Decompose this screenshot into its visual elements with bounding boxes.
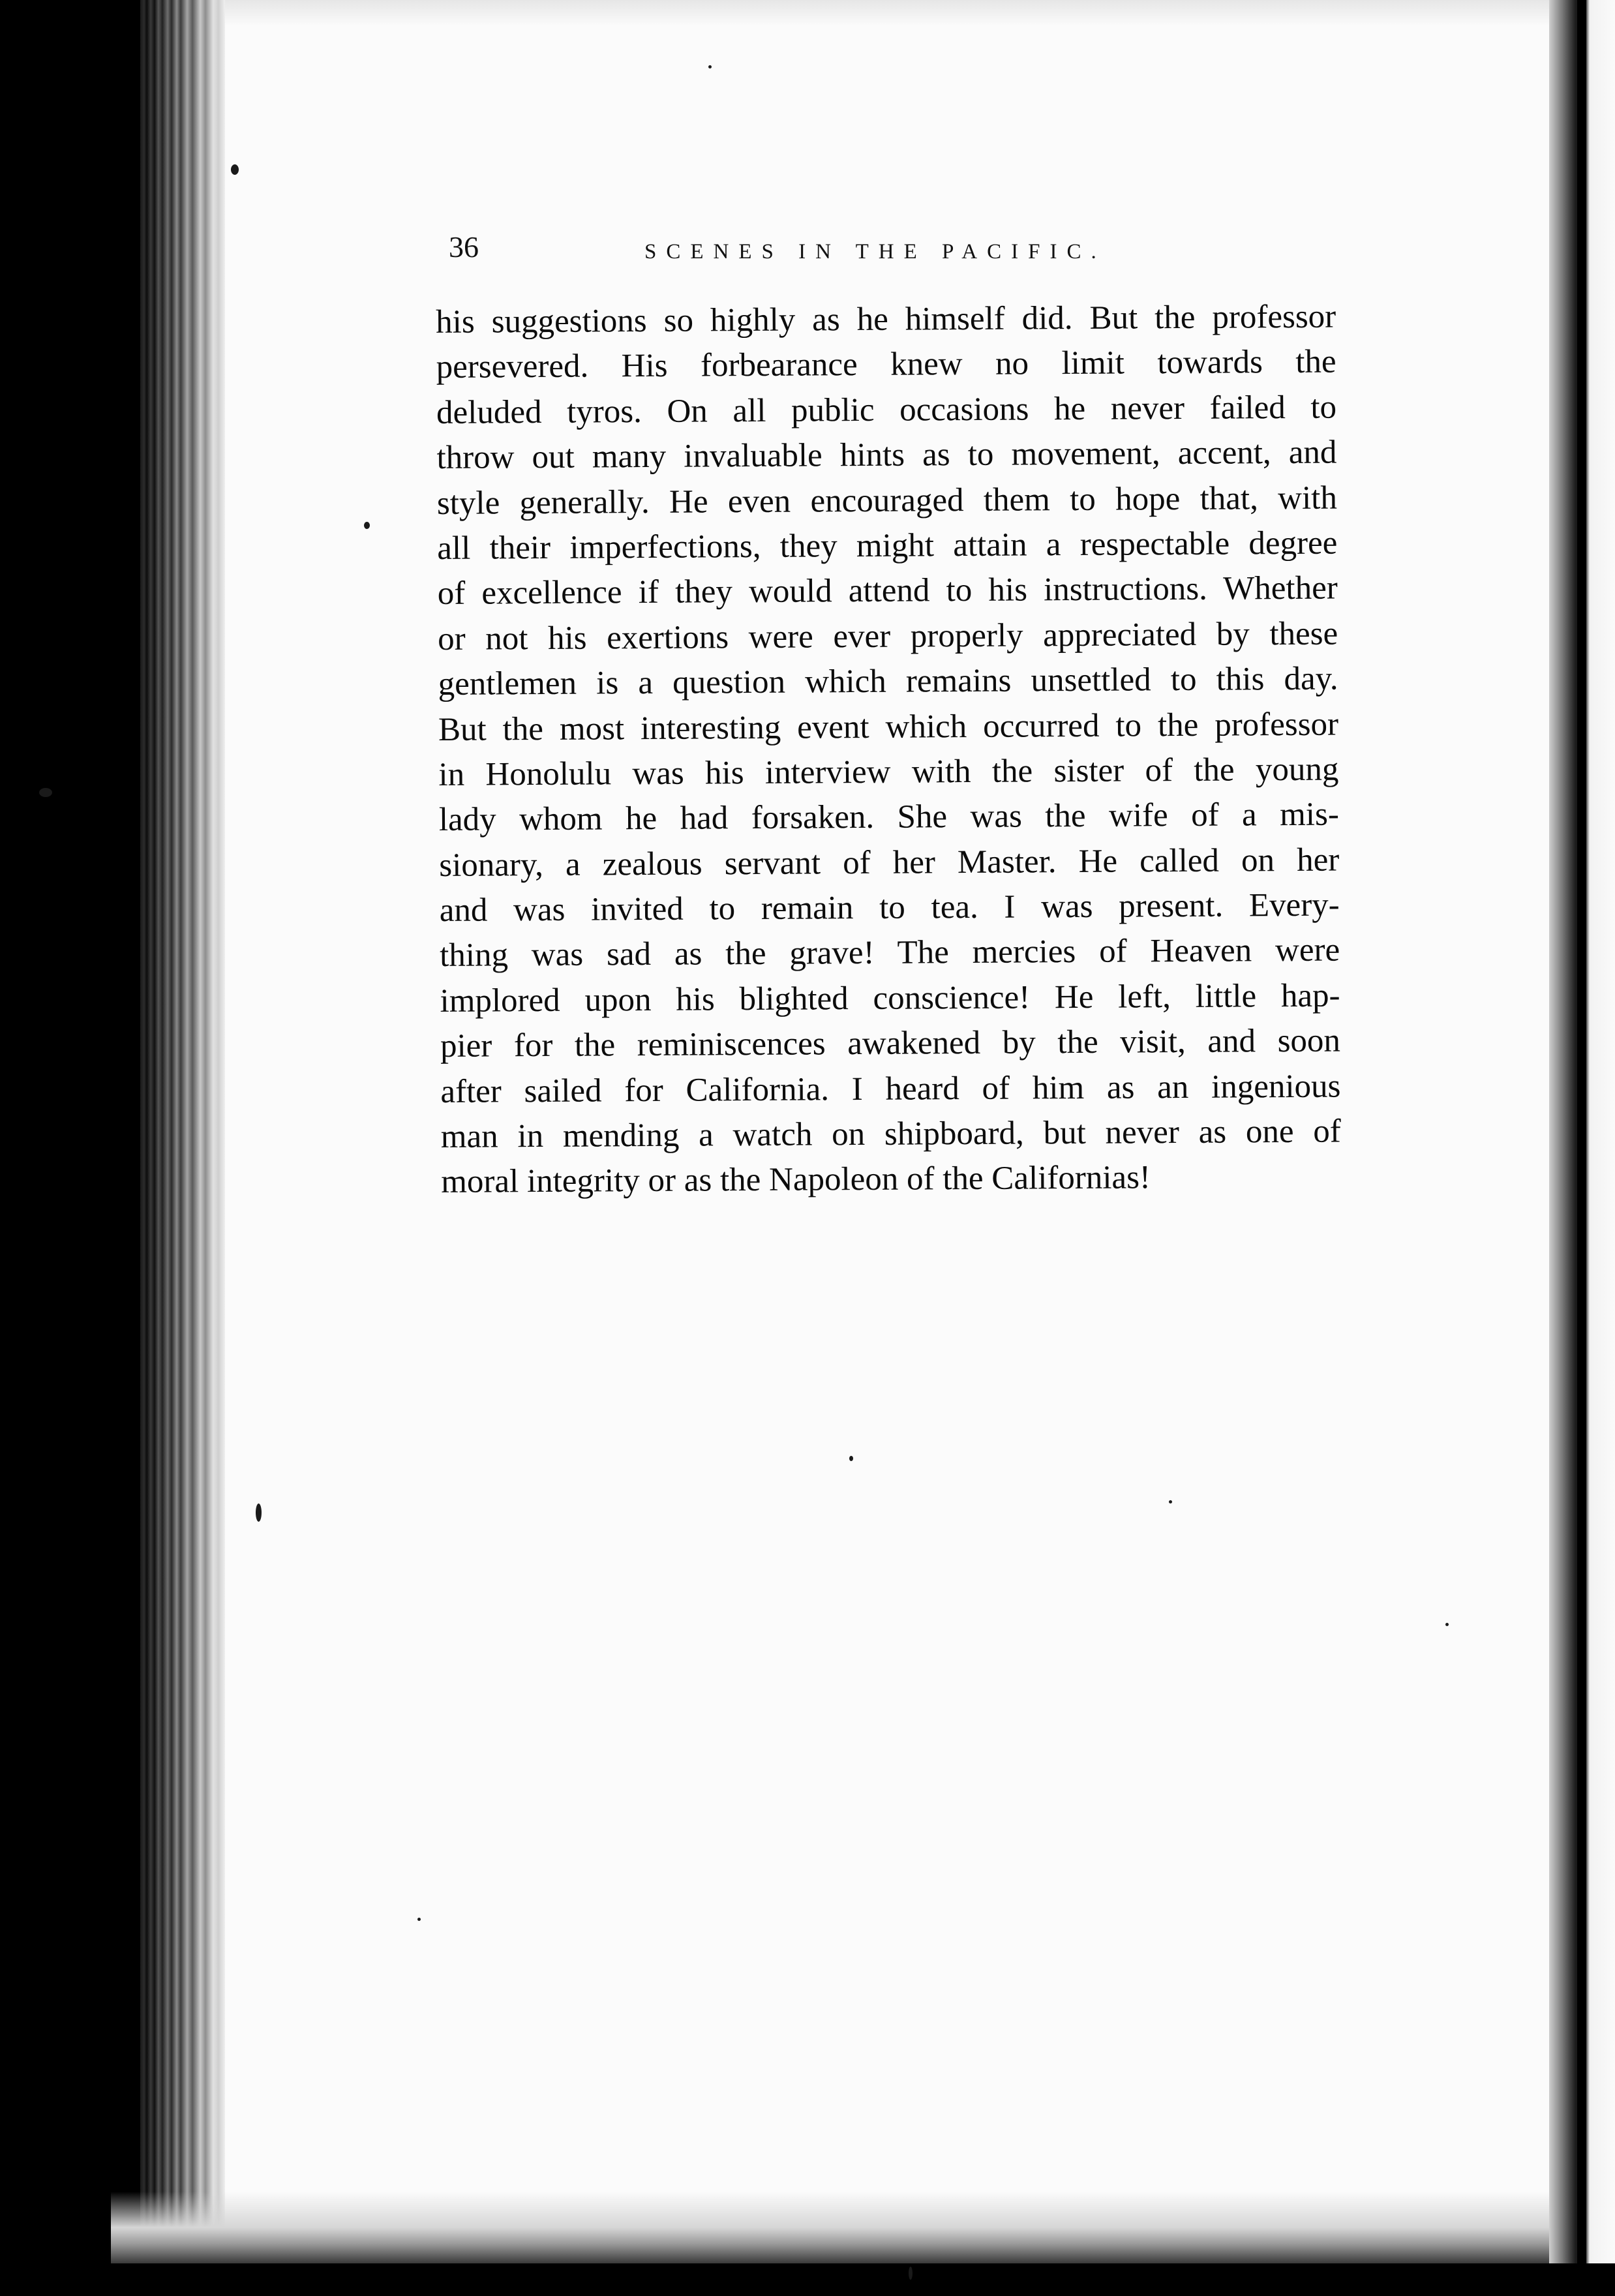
text-line: man in mending a watch on shipboard, but never as one of — [440, 1113, 1341, 1156]
text-line: pier for the reminiscences awakened by the visit, and soon — [440, 1022, 1341, 1065]
text-line: after sailed for California. I heard of him as an ingenious — [440, 1068, 1341, 1110]
text-line: and was invited to remain to tea. I was present. Every- — [439, 886, 1340, 929]
text-line: or not his exertions were ever properly appreciated by these — [438, 615, 1338, 657]
ink-speck — [1445, 1623, 1449, 1626]
page-top-shadow — [225, 0, 1549, 26]
ink-speck — [256, 1503, 262, 1522]
text-line: style generally. He even encouraged them to hope that, with — [436, 479, 1338, 522]
text-line: lady whom he had forsaken. She was the wife of a mis- — [438, 796, 1340, 839]
text-line: all their imperfections, they might attain a respectable degree — [437, 524, 1338, 567]
text-line: persevered. His forbearance knew no limit towards the — [436, 343, 1336, 386]
ink-speck — [909, 2267, 913, 2280]
gutter-shadow — [1577, 0, 1586, 2296]
body-text — [436, 295, 1341, 1205]
ink-speck — [231, 164, 239, 175]
text-line: deluded tyros. On all public occasions he never failed to — [436, 389, 1337, 431]
text-line: his suggestions so highly as he himself did. But the professor — [436, 298, 1336, 340]
ink-speck — [417, 1918, 421, 1921]
text-line: throw out many invaluable hints as to movement, accent, and — [436, 434, 1337, 477]
running-head: SCENES IN THE PACIFIC. — [644, 240, 1106, 264]
text-line-last: moral integrity or as the Napoleon of the Californias! — [441, 1159, 1151, 1201]
ink-speck — [364, 522, 370, 529]
ink-speck — [849, 1456, 853, 1461]
ink-speck — [39, 788, 52, 797]
text-line: thing was sad as the grave! The mercies of Heaven were — [439, 932, 1340, 974]
scan-border-left — [0, 0, 140, 2296]
book-page-edges — [140, 0, 225, 2296]
ink-speck — [1169, 1500, 1172, 1503]
scan-border-bottom — [0, 2263, 1615, 2296]
page-number: 36 — [449, 230, 479, 264]
text-line: sionary, a zealous servant of her Master. He called on her — [439, 841, 1340, 884]
text-line: But the most interesting event which occurred to the professor — [438, 706, 1339, 748]
ink-speck — [708, 65, 712, 68]
text-line: in Honolulu was his interview with the sister of the young — [438, 751, 1339, 793]
page-bottom-edge — [111, 2192, 1552, 2263]
text-line: gentlemen is a question which remains unsettled to this day. — [438, 660, 1338, 703]
text-line: implored upon his blighted conscience! He left, little hap- — [440, 977, 1340, 1020]
text-line: of excellence if they would attend to his instructions. Whether — [437, 569, 1338, 612]
